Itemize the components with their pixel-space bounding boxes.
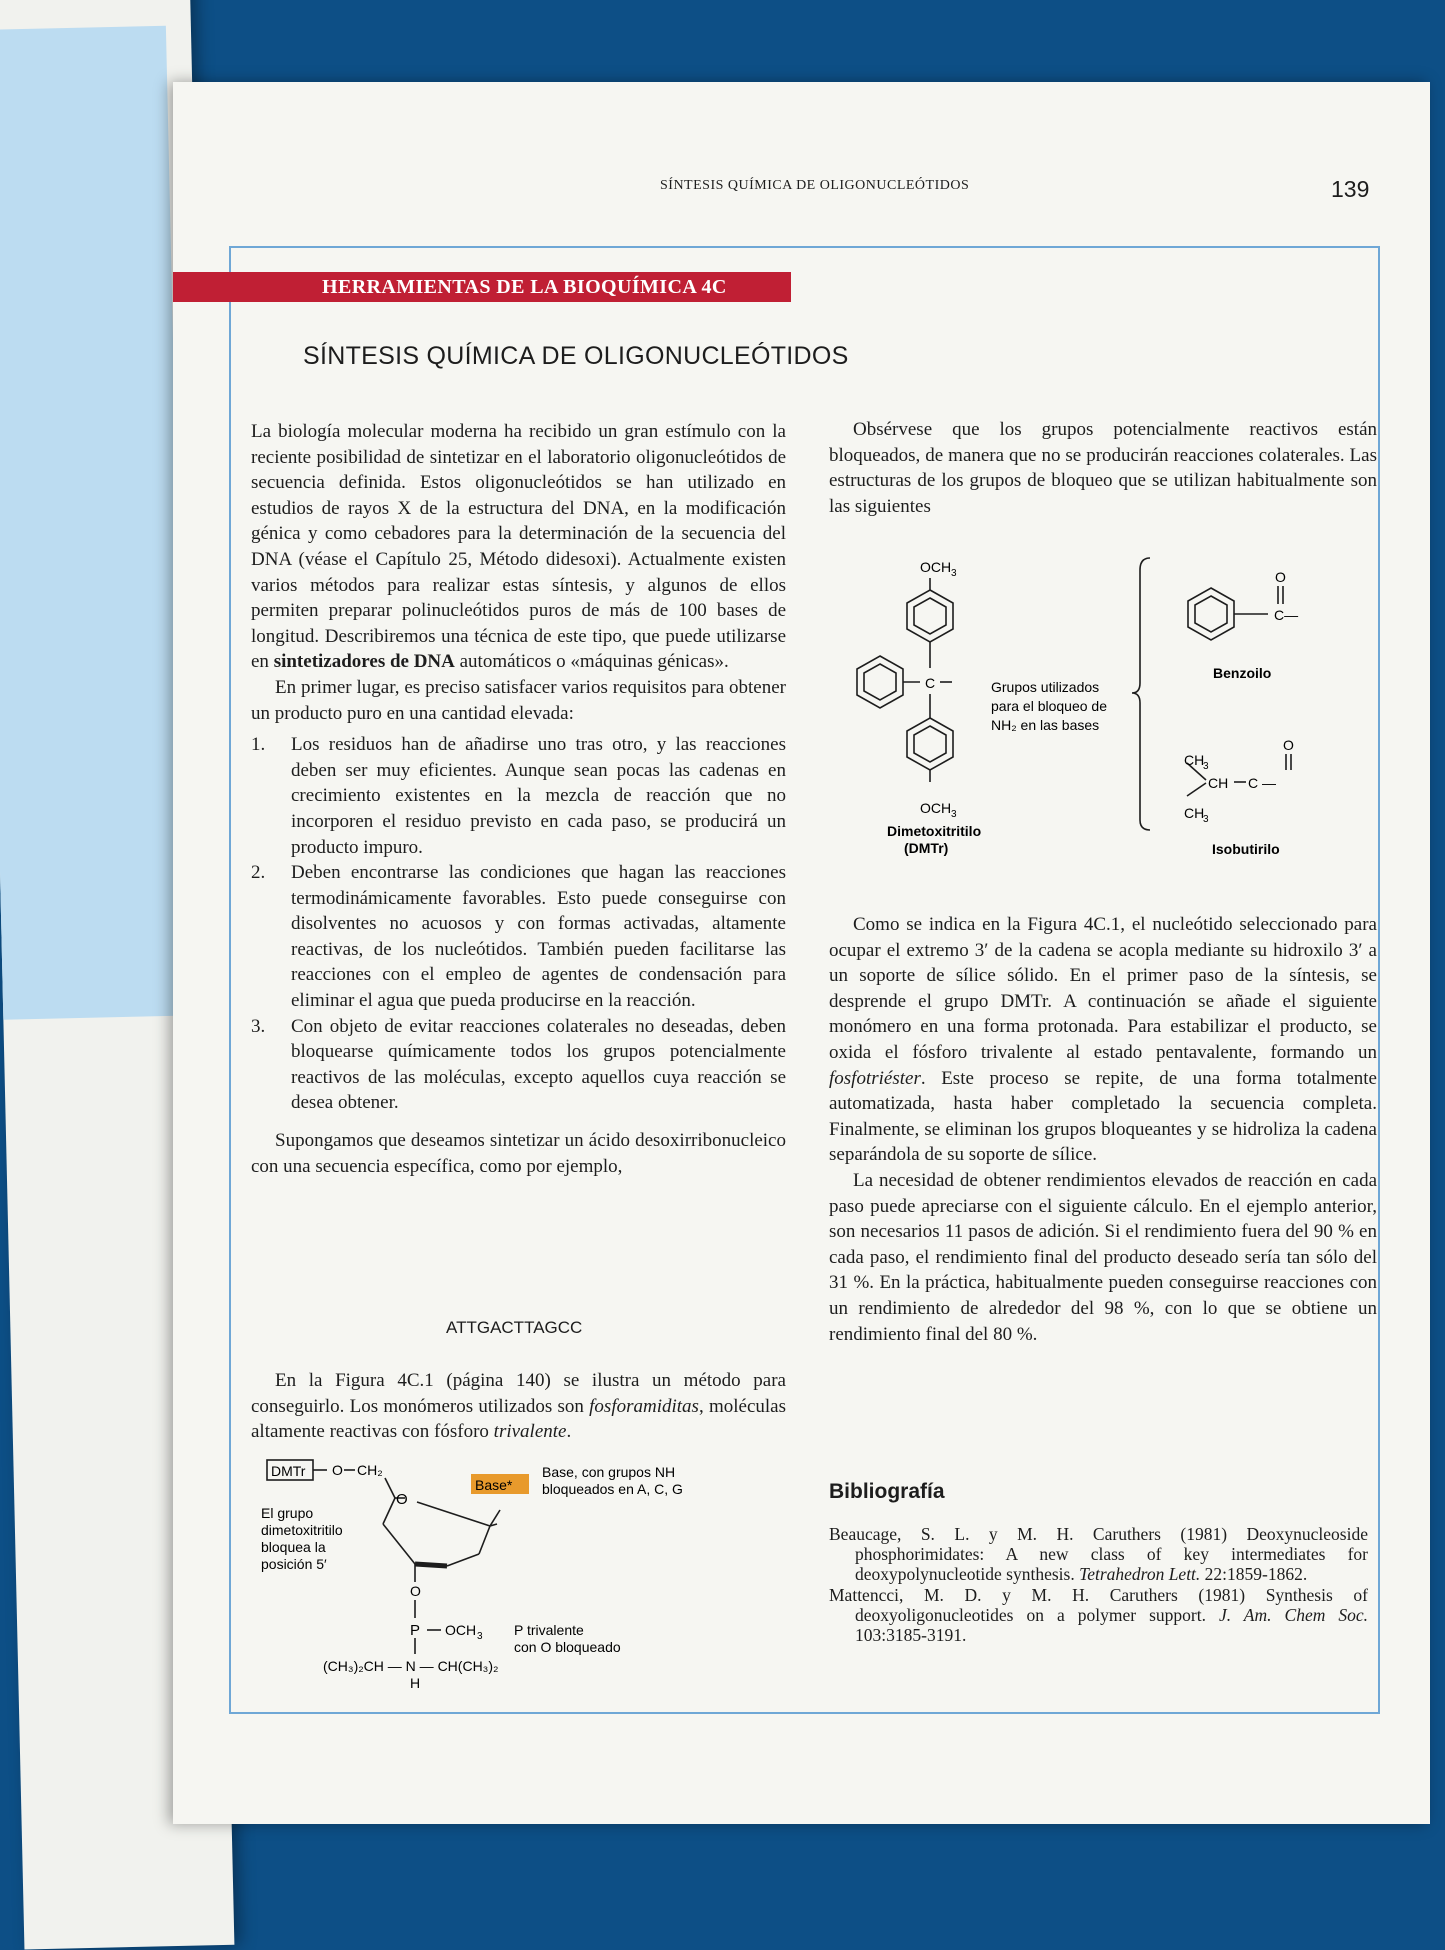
svg-text:Base, con grupos NH: Base, con grupos NH	[542, 1464, 676, 1480]
right-column-lower	[829, 912, 1377, 1347]
svg-text:(DMTr): (DMTr)	[904, 840, 949, 856]
svg-text:Benzoilo: Benzoilo	[1213, 665, 1272, 681]
svg-text:O: O	[332, 1462, 343, 1478]
page-number: 139	[1331, 176, 1370, 202]
paragraph-requirements: En primer lugar, es preciso satisfacer varios requisitos para obtener un producto puro en una cantidad elevada:	[251, 676, 786, 724]
paragraph-intro: La biología molecular moderna ha recibido un gran estímulo con la reciente posibilidad de sintetizar en el laboratorio oligonucleótidos de secuencia definida. Estos oligonucleótidos se han utilizado en estudios de rayos X de la estructura del DNA, en la modificación génica y como cebadores para la determinación de la secuencia del DNA (véase el Capítulo 25, Método didesoxi). Actualmente existen varios métodos para realizar estas síntesis, y algunos de ellos permiten preparar polinucleótidos puros de más de 100 bases de longitud. Describiremos una técnica de este tipo, que puede utilizarse en sintetizadores de DNA automáticos o «máquinas génicas».	[251, 421, 786, 673]
svg-text:3: 3	[951, 568, 957, 579]
svg-text:NH₂ en las bases: NH₂ en las bases	[991, 717, 1100, 733]
paragraph-synthesis-steps: Como se indica en la Figura 4C.1, el nucleótido seleccionado para ocupar el extremo 3′ de la cadena se acopla mediante su hidroxilo 3′ a un soporte de sílice sólido. En el primer paso de la síntesis, se desprende el grupo DMTr. A continuación se añade el siguiente monómero en una forma protonada. Para estabilizar el producto, se oxida el fósforo trivalente al estado pentavalente, formando un fosfotriéster. Este proceso se repite, de una forma totalmente automatizada, hasta haber completado la secuencia completa. Finalmente, se eliminan los grupos bloqueantes y se hidroliza la cadena separándola de su soporte de sílice.	[829, 914, 1377, 1166]
svg-text:Grupos utilizados: Grupos utilizados	[991, 679, 1100, 695]
svg-text:para el bloqueo de: para el bloqueo de	[991, 698, 1107, 714]
svg-text:Base*: Base*	[475, 1477, 513, 1493]
blocking-groups-figure	[828, 548, 1348, 868]
reference-item: Mattencci, M. D. y M. H. Caruthers (1981) Synthesis of deoxyoligonucleotides on a polymer support. J. Am. Chem Soc. 103:3185-3191.	[829, 1584, 1369, 1646]
svg-text:C —: C —	[1248, 775, 1276, 791]
banner-text: HERRAMIENTAS DE LA BIOQUÍMICA 4C	[322, 276, 727, 298]
svg-text:DMTr: DMTr	[271, 1463, 306, 1479]
svg-text:CH: CH	[1184, 752, 1205, 768]
svg-text:OCH: OCH	[445, 1622, 477, 1638]
section-title: SÍNTESIS QUÍMICA DE OLIGONUCLEÓTIDOS	[303, 342, 849, 370]
svg-text:C—: C—	[1274, 607, 1299, 623]
svg-text:posición 5′: posición 5′	[261, 1556, 327, 1572]
svg-text:O: O	[1283, 737, 1294, 753]
svg-text:3: 3	[951, 809, 957, 820]
section-banner	[173, 272, 791, 302]
svg-text:Dimetoxitritilo: Dimetoxitritilo	[887, 823, 982, 839]
list-item: 1. Los residuos han de añadirse uno tras otro, y las reacciones deben ser muy eficientes. Aunque sean pocas las cadenas en crecimiento existentes en la mezcla de reacción que no incorporen el residuo previsto en cada paso, se producirá un producto impuro.	[251, 734, 786, 858]
svg-text:bloquea la: bloquea la	[261, 1539, 326, 1555]
left-page-figure	[0, 26, 188, 1020]
svg-text:3: 3	[477, 1631, 483, 1642]
svg-text:Isobutirilo: Isobutirilo	[1212, 841, 1280, 857]
paragraph-example: Supongamos que deseamos sintetizar un ácido desoxirribonucleico con una secuencia específica, como por ejemplo,	[251, 1130, 786, 1177]
svg-text:3: 3	[1203, 814, 1209, 825]
paragraph-blocked-groups: Obsérvese que los grupos potencialmente reactivos están bloqueados, de manera que no se producirán reacciones colaterales. Las estructuras de los grupos de bloqueo que se utilizan habitualmente son las siguientes	[829, 419, 1377, 517]
reference-item: Beaucage, S. L. y M. H. Caruthers (1981) Deoxynucleoside phosphorimidates: A new class of key intermediates for deoxypolynucleotide synthesis. Tetrahedron Lett. 22:1859-1862.	[829, 1524, 1368, 1585]
svg-text:El grupo: El grupo	[261, 1505, 314, 1521]
svg-text:OCH: OCH	[920, 800, 952, 816]
svg-text:C: C	[925, 675, 936, 691]
svg-text:CH: CH	[1184, 805, 1205, 821]
svg-text:O: O	[1275, 569, 1286, 585]
running-head: SÍNTESIS QUÍMICA DE OLIGONUCLEÓTIDOS	[660, 178, 970, 193]
svg-text:H: H	[410, 1675, 421, 1691]
paragraph-yield: La necesidad de obtener rendimientos elevados de reacción en cada paso puede apreciarse con el siguiente cálculo. En el ejemplo anterior, son necesarios 11 pasos de adición. Si el rendimiento fuera del 90 % en cada paso, el rendimiento final del producto deseado sería tan sólo del 31 %. En la práctica, habitualmente pueden conseguirse reacciones con un rendimiento de alrededor del 98 %, con lo que se obtiene un rendimiento final del 80 %.	[829, 1169, 1377, 1345]
svg-text:3: 3	[1203, 761, 1209, 772]
list-item: 2. Deben encontrarse las condiciones que hagan las reacciones termodinámicamente favorables. Esto puede conseguirse con disolventes no acuosos y con formas activadas, altamente reactivas, de los nucleótidos. También pueden facilitarse las reacciones con el empleo de agentes de condensación para eliminar el agua que pueda producirse en la reacción.	[251, 862, 786, 1012]
svg-text:bloqueados en A, C, G: bloqueados en A, C, G	[542, 1481, 683, 1497]
svg-text:O: O	[410, 1583, 421, 1599]
svg-text:OCH: OCH	[920, 559, 952, 575]
bibliography-heading: Bibliografía	[829, 1480, 945, 1503]
dna-sequence: ATTGACTTAGCC	[446, 1318, 583, 1337]
svg-text:CH: CH	[1208, 775, 1229, 791]
svg-text:O: O	[396, 1491, 408, 1508]
svg-text:P trivalente: P trivalente	[514, 1622, 584, 1638]
svg-text:P: P	[410, 1622, 421, 1639]
svg-text:CH₂: CH₂	[357, 1462, 383, 1478]
list-item: 3. Con objeto de evitar reacciones colaterales no deseadas, deben bloquearse químicamente todos los grupos potencialmente reactivos de las moléculas, excepto aquellos cuya reacción se desea obtener.	[251, 1015, 786, 1114]
left-column-top	[251, 419, 786, 1179]
svg-text:(CH₃)₂CH — N — CH(CH₃)₂: (CH₃)₂CH — N — CH(CH₃)₂	[323, 1658, 499, 1674]
phosphoramidite-figure	[255, 1452, 725, 1692]
paragraph-method: En la Figura 4C.1 (página 140) se ilustra un método para conseguirlo. Los monómeros utilizados son fosforamiditas, moléculas altamente reactivas con fósforo trivalente.	[251, 1370, 786, 1443]
svg-text:dimetoxitritilo: dimetoxitritilo	[261, 1522, 343, 1538]
svg-text:con O bloqueado: con O bloqueado	[514, 1639, 621, 1655]
bibliography-list	[829, 1524, 1368, 1645]
